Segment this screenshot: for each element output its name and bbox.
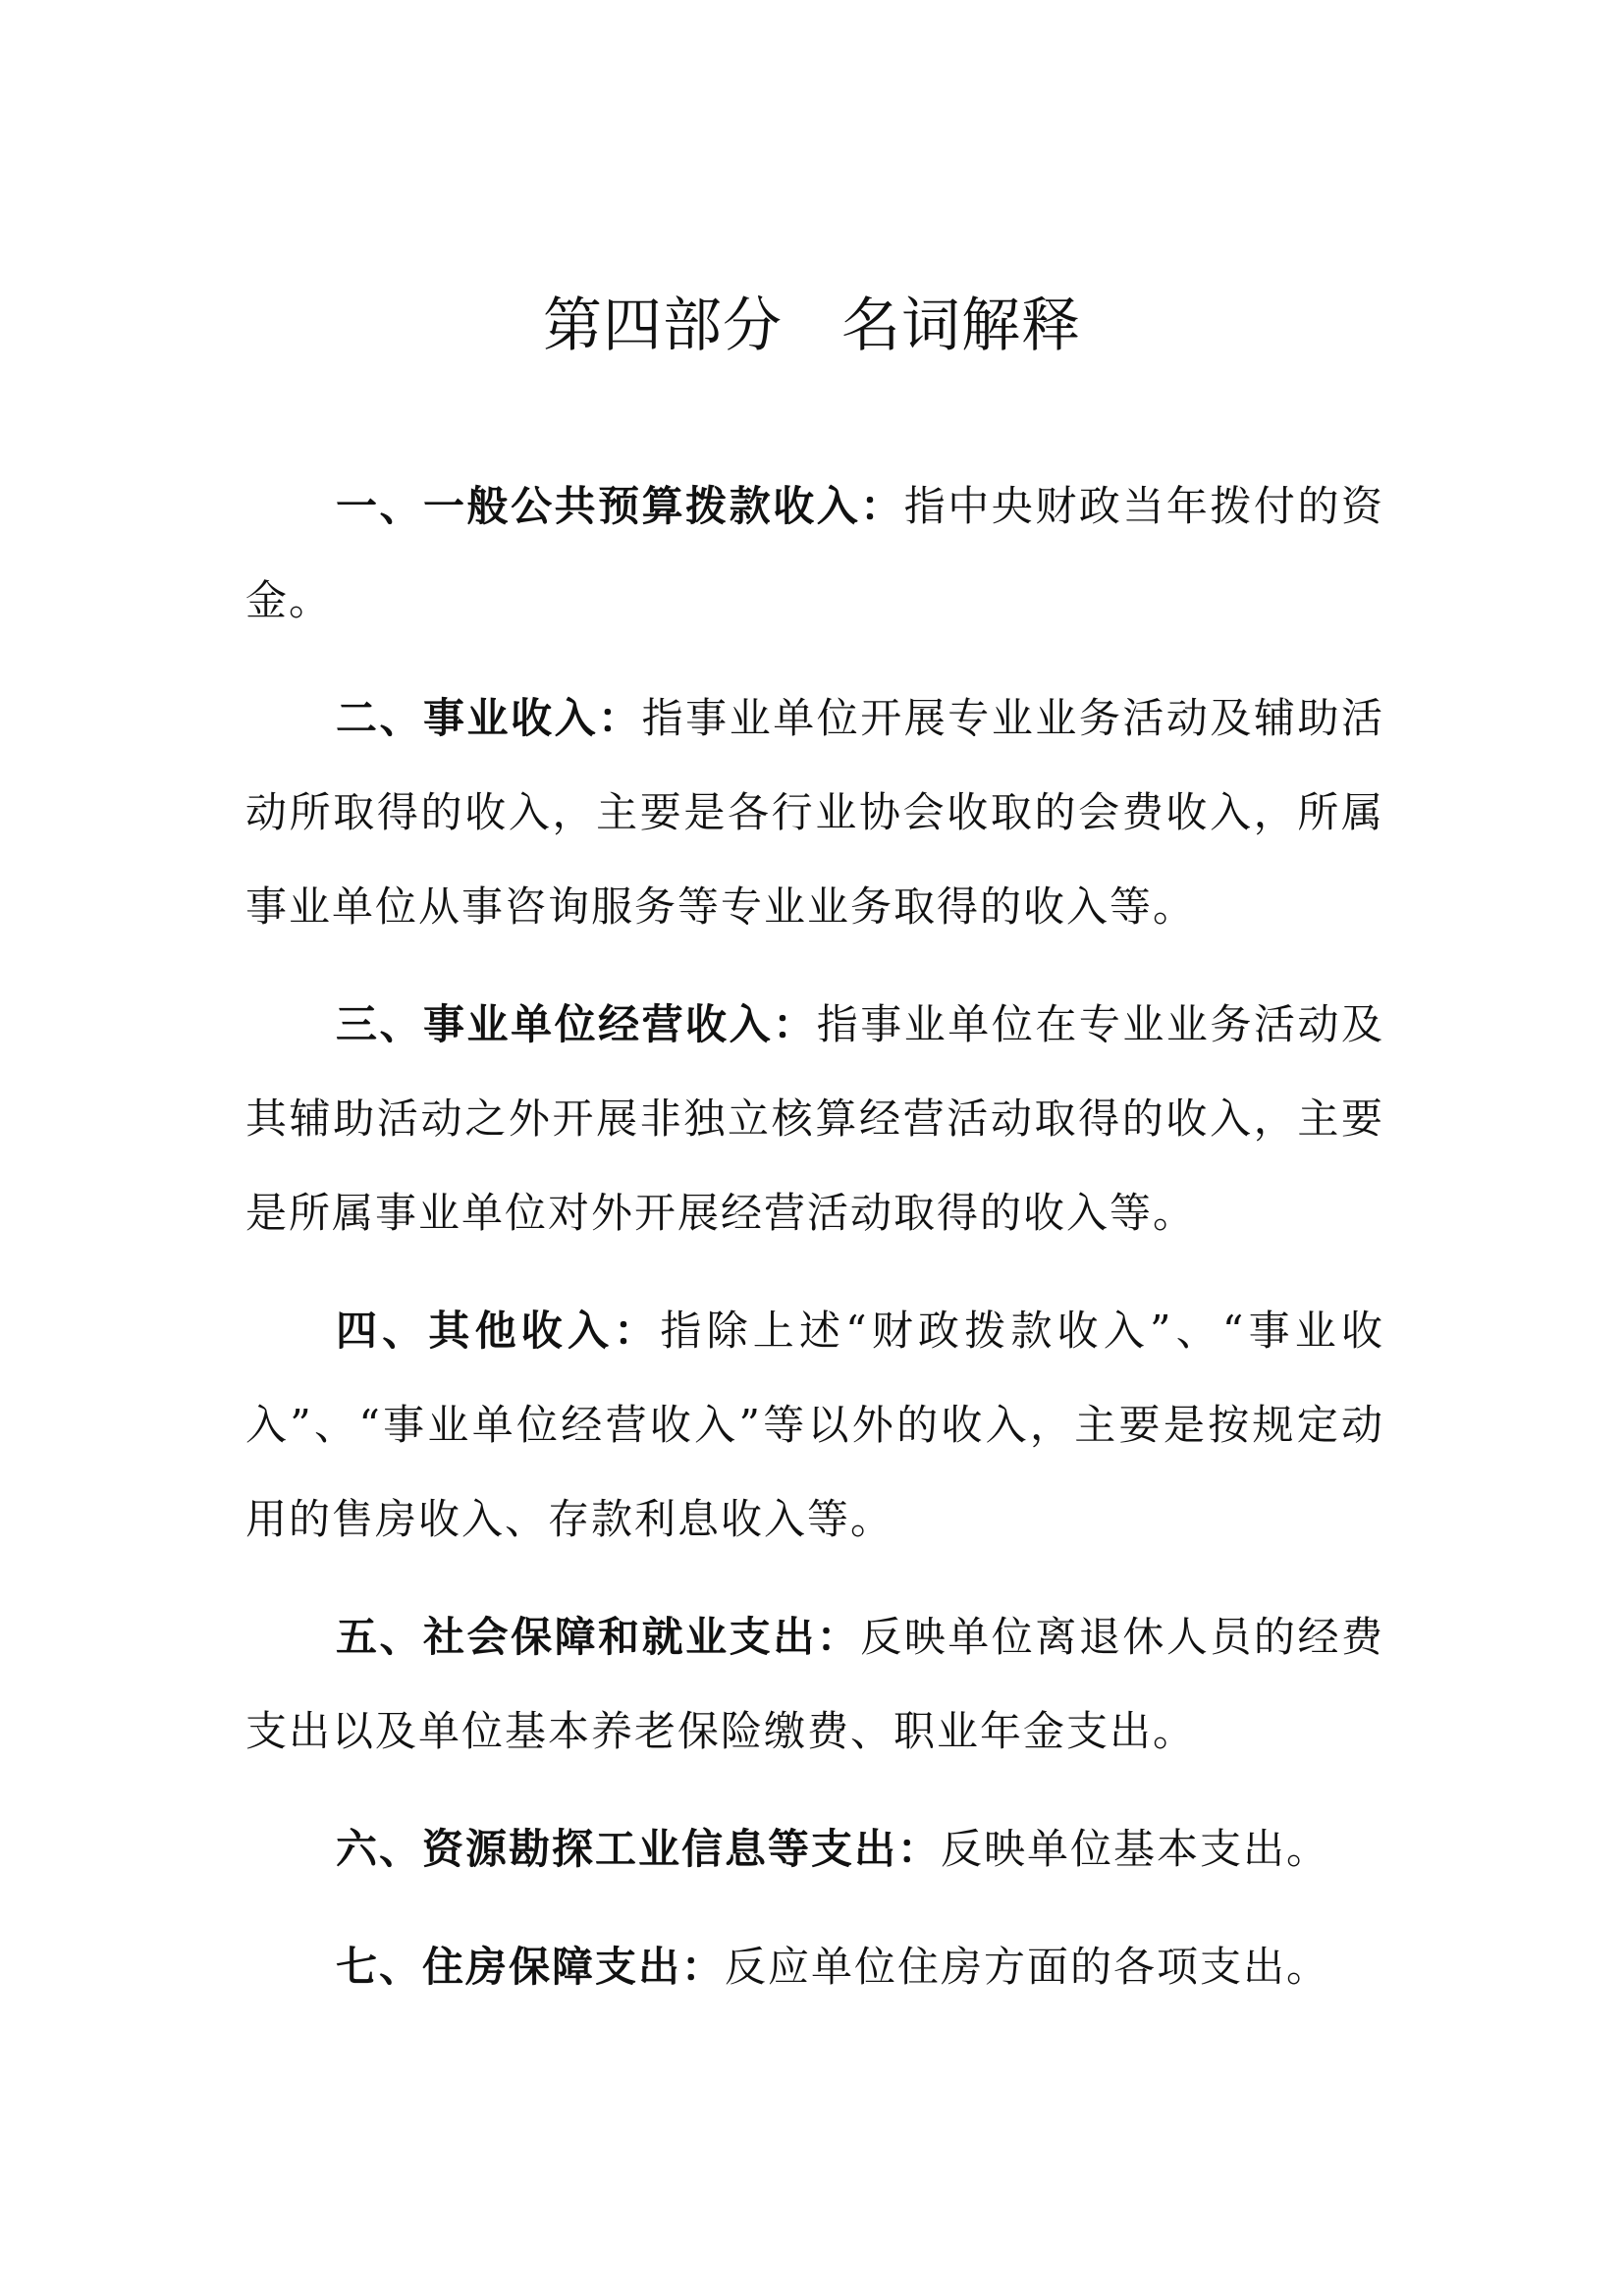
definition-term: 一、一般公共预算拨款收入： [336, 482, 904, 530]
definition-term: 五、社会保障和就业支出： [336, 1613, 861, 1661]
definition-text: 反映单位离退休人员的经费支出以及单位基本养老保险缴费、职业年金支出。 [245, 1613, 1384, 1755]
definition-term: 二、事业收入： [336, 694, 642, 742]
title-part: 第四部分 [543, 292, 783, 360]
definition-item-7 [245, 1920, 1384, 2014]
definition-term: 七、住房保障支出： [336, 1943, 726, 1991]
definition-item-1 [245, 459, 1384, 648]
definition-text: 指中央财政当年拨付的资金。 [245, 482, 1384, 624]
definition-text: 指事业单位开展专业业务活动及辅助活动所取得的收入，主要是各行业协会收取的会费收入，所属事业单位从事咨询服务等专业业务取得的收入等。 [245, 694, 1384, 931]
title-name: 名词解释 [841, 292, 1081, 360]
definition-term: 四、其他收入： [336, 1307, 661, 1355]
definition-text: 反映单位基本支出。 [941, 1825, 1330, 1873]
page-title [0, 287, 1624, 365]
definition-item-3 [245, 978, 1384, 1260]
definition-text: 反应单位住房方面的各项支出。 [725, 1943, 1330, 1991]
definition-item-6 [245, 1802, 1384, 1896]
definition-list [245, 459, 1384, 2038]
definition-term: 三、事业单位经营收入： [336, 1000, 817, 1048]
definition-item-4 [245, 1284, 1384, 1567]
definition-item-2 [245, 671, 1384, 954]
definition-text: 指除上述“财政拨款收入”、“事业收入”、“事业单位经营收入”等以外的收入，主要是按规定动用的售房收入、存款利息收入等。 [245, 1307, 1384, 1543]
definition-item-5 [245, 1590, 1384, 1779]
definition-text: 指事业单位在专业业务活动及其辅助活动之外开展非独立核算经营活动取得的收入，主要是所属事业单位对外开展经营活动取得的收入等。 [245, 1000, 1384, 1237]
definition-term: 六、资源勘探工业信息等支出： [336, 1825, 942, 1873]
